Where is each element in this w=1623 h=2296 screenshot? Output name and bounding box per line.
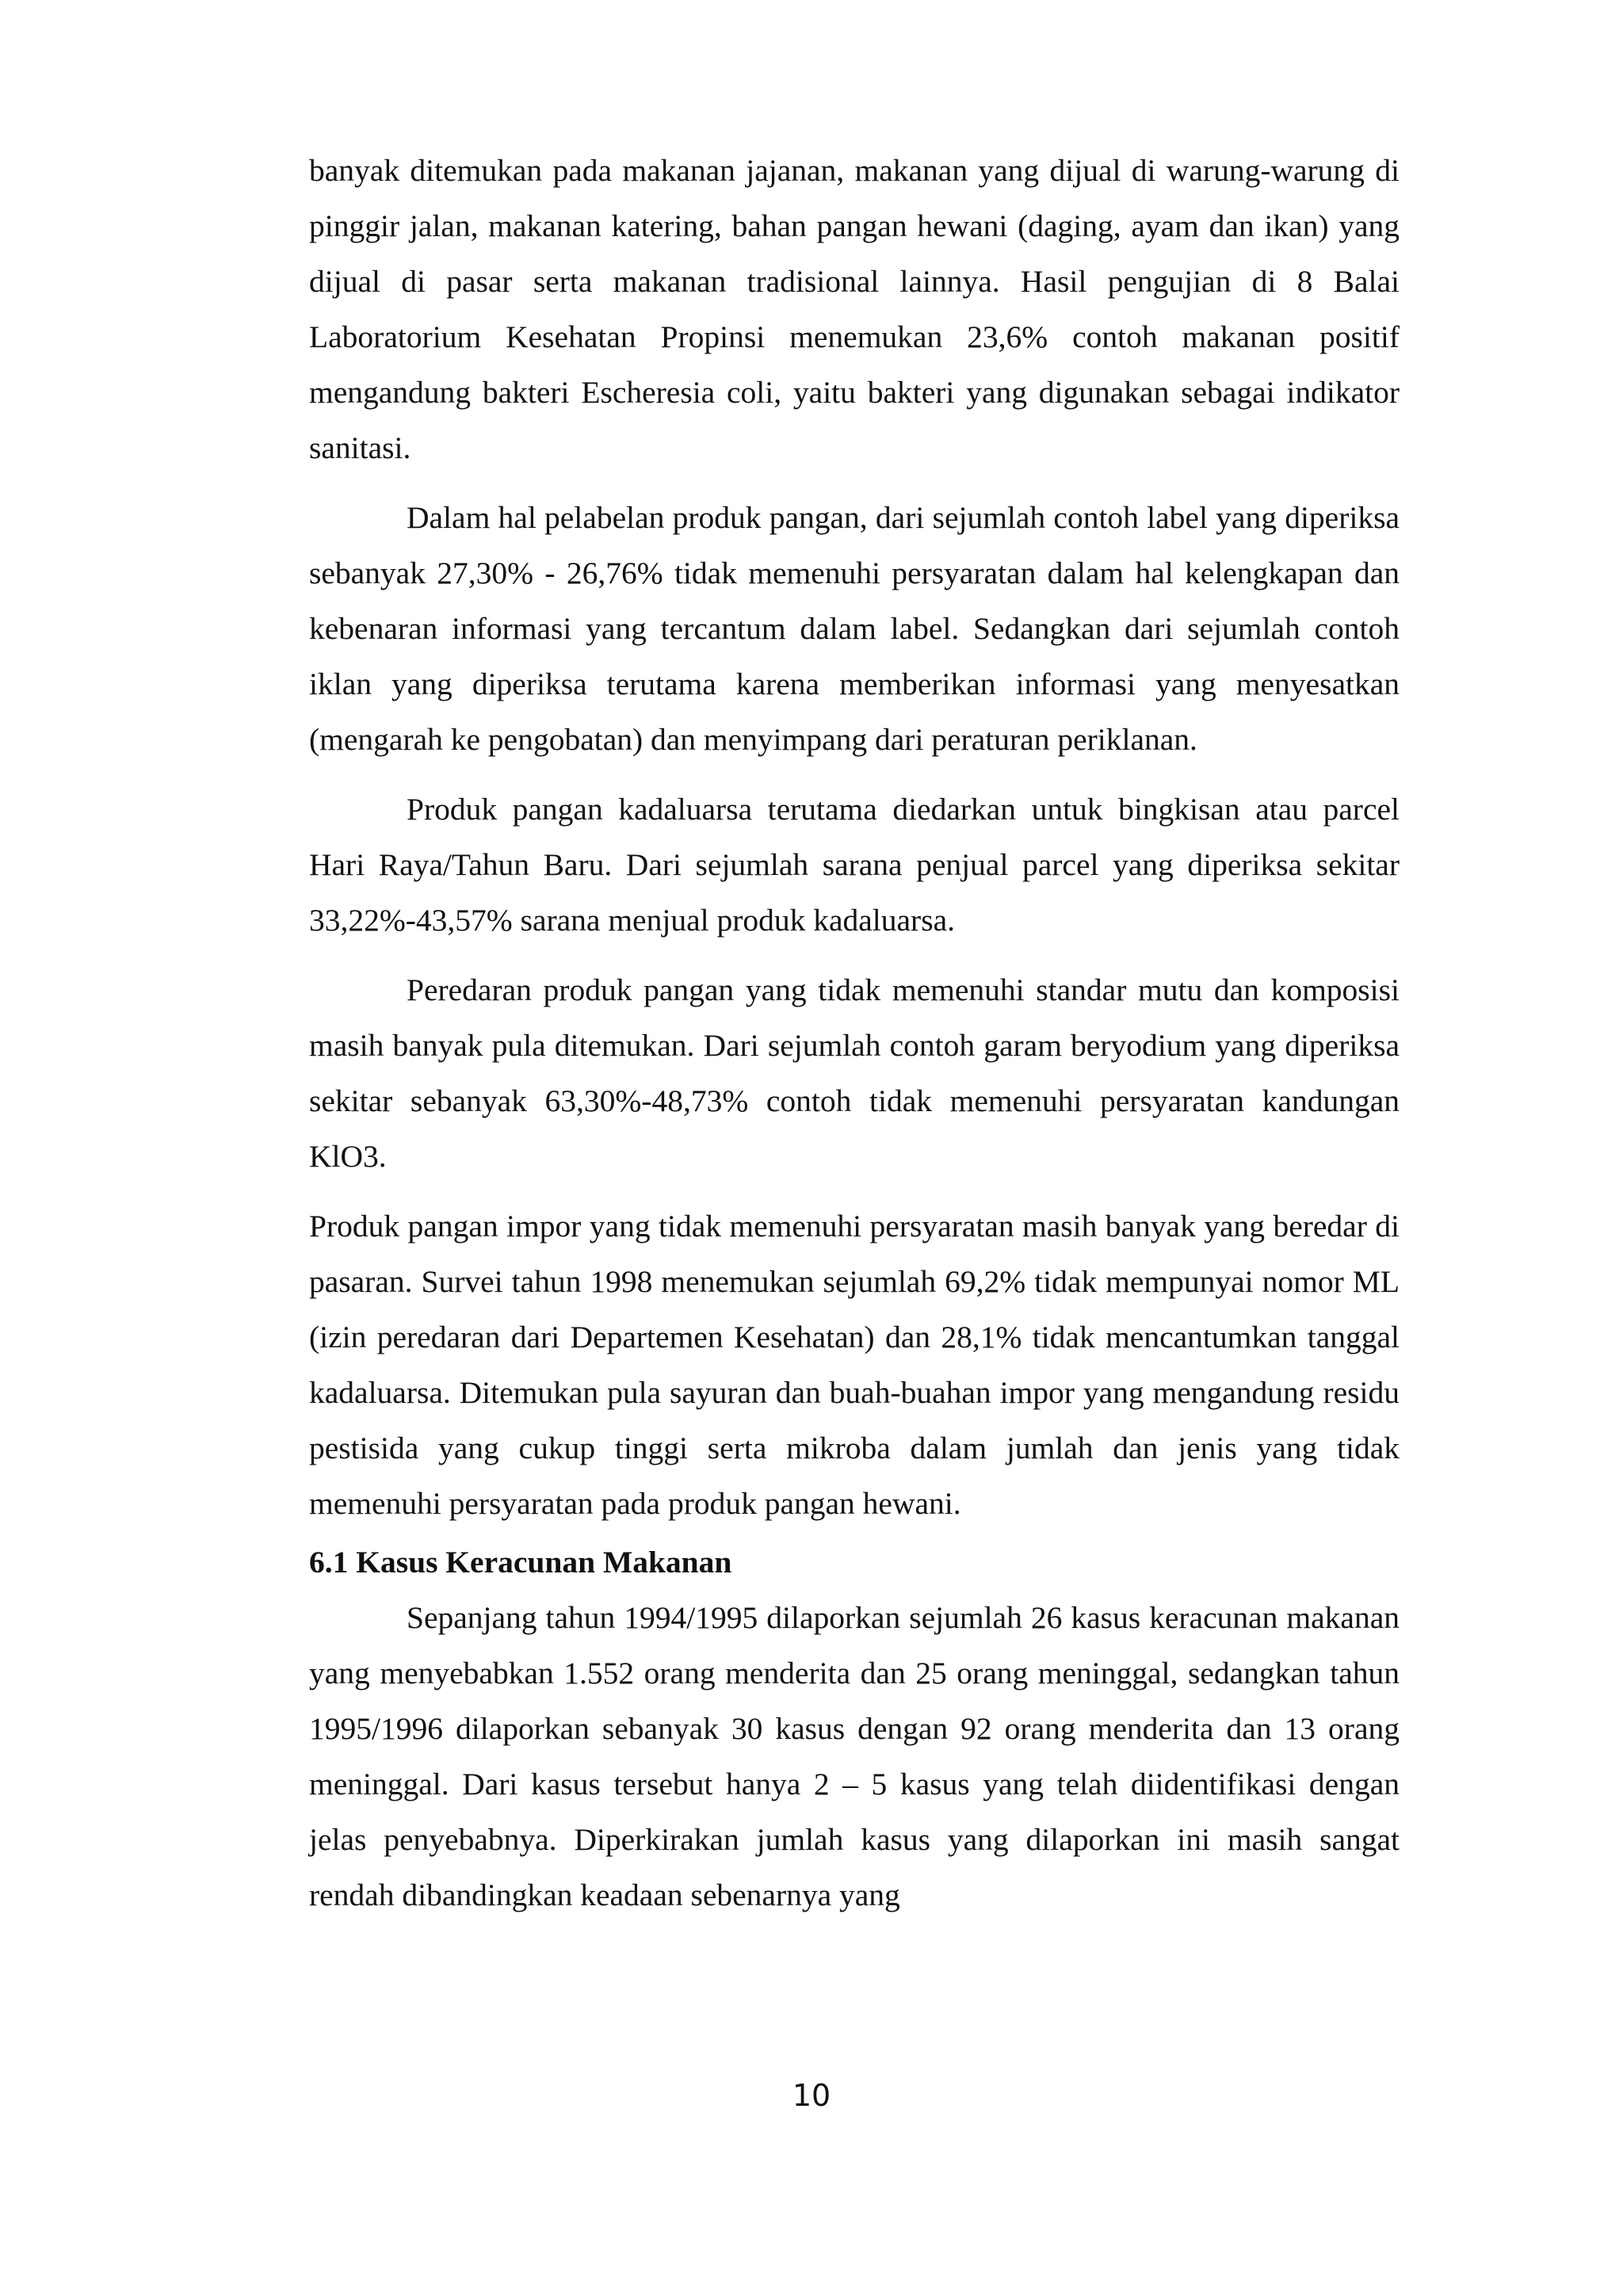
paragraph-poisoning-cases: Sepanjang tahun 1994/1995 dilaporkan sejumlah 26 kasus keracunan makanan yang menyebabkan 1.552 orang menderita dan 25 orang meninggal, sedangkan tahun 1995/1996 dilaporkan sebanyak 30 kasus dengan 92 orang menderita dan 13 orang meninggal. Dari kasus tersebut hanya 2 – 5 kasus yang telah diidentifikasi dengan jelas penyebabnya. Diperkirakan jumlah kasus yang dilaporkan ini masih sangat rendah dibandingkan keadaan sebenarnya yang	[309, 1600, 1400, 1912]
paragraph-imported-products: Produk pangan impor yang tidak memenuhi persyaratan masih banyak yang beredar di pasaran. Survei tahun 1998 menemukan sejumlah 69,2% tidak mempunyai nomor ML (izin peredaran dari Departemen Kesehatan) dan 28,1% tidak mencantumkan tanggal kadaluarsa. Ditemukan pula sayuran dan buah-buahan impor yang mengandung residu pestisida yang cukup tinggi serta mikroba dalam jumlah dan jenis yang tidak memenuhi persyaratan pada produk pangan hewani.	[309, 1209, 1400, 1521]
paragraph-quality-standards: Peredaran produk pangan yang tidak memenuhi standar mutu dan komposisi masih banyak pula ditemukan. Dari sejumlah contoh garam beryodium yang diperiksa sekitar sebanyak 63,30%-48,73% contoh tidak memenuhi persyaratan kandungan KlO3.	[309, 972, 1400, 1174]
section-heading: 6.1 Kasus Keracunan Makanan	[309, 1545, 732, 1580]
document-page	[309, 143, 1400, 1923]
paragraph-expired-products: Produk pangan kadaluarsa terutama diedarkan untuk bingkisan atau parcel Hari Raya/Tahun Baru. Dari sejumlah sarana penjual parcel yang diperiksa sekitar 33,22%-43,57% sarana menjual produk kadaluarsa.	[309, 792, 1400, 938]
paragraph-food-contamination: banyak ditemukan pada makanan jajanan, makanan yang dijual di warung-warung di pinggir jalan, makanan katering, bahan pangan hewani (daging, ayam dan ikan) yang dijual di pasar serta makanan tradisional lainnya. Hasil pengujian di 8 Balai Laboratorium Kesehatan Propinsi menemukan 23,6% contoh makanan positif mengandung bakteri Escheresia coli, yaitu bakteri yang digunakan sebagai indikator sanitasi.	[309, 153, 1400, 465]
page-number: 10	[792, 2078, 831, 2113]
paragraph-labeling: Dalam hal pelabelan produk pangan, dari sejumlah contoh label yang diperiksa sebanyak 27,30% - 26,76% tidak memenuhi persyaratan dalam hal kelengkapan dan kebenaran informasi yang tercantum dalam label. Sedangkan dari sejumlah contoh iklan yang diperiksa terutama karena memberikan informasi yang menyesatkan (mengarah ke pengobatan) dan menyimpang dari peraturan periklanan.	[309, 500, 1400, 757]
